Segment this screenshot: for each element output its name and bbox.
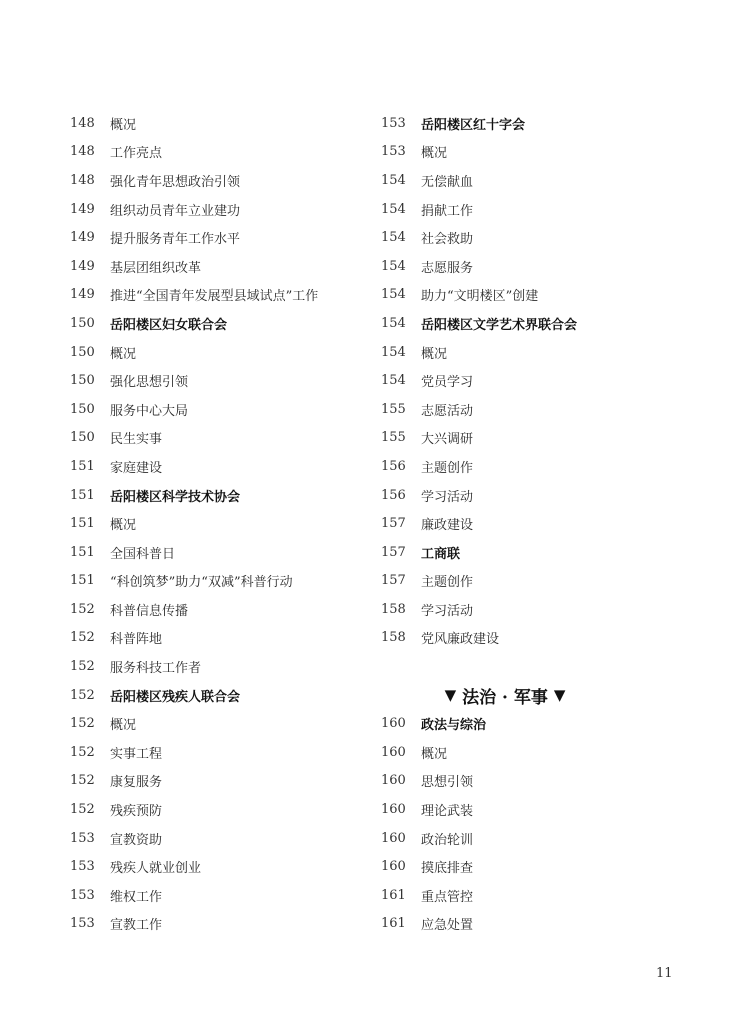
toc-entry <box>70 509 390 538</box>
toc-page-number: 149 <box>70 287 95 303</box>
toc-entry <box>70 624 390 653</box>
toc-entry <box>381 910 701 939</box>
toc-entry-title: 主题创作 <box>421 575 474 591</box>
toc-page-number: 153 <box>70 887 95 903</box>
toc-entry <box>381 395 701 424</box>
toc-page-number: 154 <box>381 315 406 331</box>
toc-page-number: 156 <box>381 487 406 503</box>
toc-entry-title: 政法与综治 <box>421 718 487 734</box>
toc-entry-title: 学习活动 <box>421 603 474 619</box>
toc-entry-title: 志愿活动 <box>421 403 474 419</box>
toc-page-number: 152 <box>70 773 95 789</box>
toc-entry <box>381 767 701 796</box>
toc-page-number: 153 <box>70 916 95 932</box>
toc-page-number: 154 <box>381 172 406 188</box>
toc-page-number: 158 <box>381 601 406 617</box>
toc-entry <box>70 824 390 853</box>
toc-entry-title: 残疾人就业创业 <box>110 861 202 877</box>
toc-entry <box>381 452 701 481</box>
toc-page-number: 151 <box>70 516 95 532</box>
toc-entry-title: 提升服务青年工作水平 <box>110 232 241 248</box>
toc-page-number: 156 <box>381 458 406 474</box>
toc-entry <box>70 767 390 796</box>
toc-entry <box>381 166 701 195</box>
toc-entry-title: 概况 <box>110 117 137 133</box>
toc-entry-title: 岳阳楼区文学艺术界联合会 <box>421 317 578 333</box>
toc-entry <box>70 338 390 367</box>
toc-page-number: 154 <box>381 344 406 360</box>
toc-entry <box>70 138 390 167</box>
toc-entry <box>70 738 390 767</box>
toc-entry <box>381 881 701 910</box>
toc-page-number: 153 <box>70 830 95 846</box>
toc-entry-title: 理论武装 <box>421 804 474 820</box>
toc-entry-title: 思想引领 <box>421 775 474 791</box>
toc-page-number: 152 <box>70 630 95 646</box>
toc-page-number: 152 <box>70 659 95 675</box>
toc-left-column <box>70 109 390 938</box>
toc-entry-title: 组织动员青年立业建功 <box>110 203 241 219</box>
toc-right-top-group <box>381 109 701 652</box>
toc-right-bottom-group <box>381 709 701 938</box>
toc-entry-title: 科普信息传播 <box>110 603 189 619</box>
toc-page-number: 151 <box>70 544 95 560</box>
toc-page-number: 160 <box>381 802 406 818</box>
toc-entry <box>381 138 701 167</box>
toc-section-entry <box>70 681 390 710</box>
toc-entry-title: 科普阵地 <box>110 632 163 648</box>
toc-entry <box>381 195 701 224</box>
toc-page-number: 152 <box>70 802 95 818</box>
toc-entry <box>70 424 390 453</box>
toc-page-number: 148 <box>70 144 95 160</box>
toc-entry <box>70 567 390 596</box>
toc-page-number: 161 <box>381 916 406 932</box>
toc-page-number: 150 <box>70 373 95 389</box>
toc-page-number: 157 <box>381 516 406 532</box>
toc-entry-title: 全国科普日 <box>110 546 176 562</box>
toc-entry <box>70 852 390 881</box>
section-spacer <box>381 652 701 681</box>
toc-page-number: 150 <box>70 344 95 360</box>
toc-entry <box>70 910 390 939</box>
toc-entry <box>70 538 390 567</box>
toc-page-number: 154 <box>381 201 406 217</box>
toc-page-number: 150 <box>70 315 95 331</box>
toc-page-number: 151 <box>70 573 95 589</box>
toc-entry-title: 实事工程 <box>110 746 163 762</box>
toc-entry-title: 概况 <box>421 346 448 362</box>
toc-entry <box>70 881 390 910</box>
toc-entry-title: 康复服务 <box>110 775 163 791</box>
toc-entry-title: 民生实事 <box>110 432 163 448</box>
toc-entry-title: 无偿献血 <box>421 174 474 190</box>
down-triangle-icon: ▼ <box>444 686 457 705</box>
toc-entry-title: 岳阳楼区妇女联合会 <box>110 317 228 333</box>
toc-page-number: 149 <box>70 230 95 246</box>
toc-page-number: 152 <box>70 744 95 760</box>
toc-page-number: 154 <box>381 373 406 389</box>
toc-entry <box>70 195 390 224</box>
toc-entry-title: 主题创作 <box>421 460 474 476</box>
toc-page-number: 150 <box>70 430 95 446</box>
toc-entry <box>381 509 701 538</box>
toc-entry-title: 残疾预防 <box>110 804 163 820</box>
toc-entry-title: 廉政建设 <box>421 518 474 534</box>
toc-page-number: 149 <box>70 201 95 217</box>
toc-entry <box>70 795 390 824</box>
toc-entry-title: 推进“全国青年发展型县域试点”工作 <box>110 289 319 305</box>
toc-entry-title: 工商联 <box>421 546 461 562</box>
toc-page-number: 160 <box>381 859 406 875</box>
toc-page-number: 154 <box>381 287 406 303</box>
toc-entry <box>381 852 701 881</box>
toc-section-entry <box>70 309 390 338</box>
toc-entry <box>381 795 701 824</box>
toc-page-number: 152 <box>70 716 95 732</box>
toc-entry-title: 服务中心大局 <box>110 403 189 419</box>
toc-page-number: 160 <box>381 744 406 760</box>
toc-entry-title: 岳阳楼区红十字会 <box>421 117 526 133</box>
toc-page-number: 161 <box>381 887 406 903</box>
toc-entry <box>381 738 701 767</box>
toc-entry-title: 服务科技工作者 <box>110 661 202 677</box>
toc-page-number: 158 <box>381 630 406 646</box>
toc-entry-title: “科创筑梦”助力“双减”科普行动 <box>110 575 293 591</box>
toc-entry <box>381 624 701 653</box>
toc-entry <box>70 166 390 195</box>
toc-page-number: 155 <box>381 430 406 446</box>
toc-entry-title: 助力“文明楼区”创建 <box>421 289 539 305</box>
toc-section-entry <box>381 538 701 567</box>
toc-page-number: 155 <box>381 401 406 417</box>
toc-page-number: 157 <box>381 544 406 560</box>
toc-entry-title: 学习活动 <box>421 489 474 505</box>
toc-section-entry <box>381 109 701 138</box>
toc-entry-title: 基层团组织改革 <box>110 260 202 276</box>
toc-entry-title: 宣教资助 <box>110 832 163 848</box>
toc-entry-title: 党员学习 <box>421 375 474 391</box>
toc-page-number: 152 <box>70 687 95 703</box>
toc-entry-title: 大兴调研 <box>421 432 474 448</box>
toc-entry-title: 概况 <box>110 718 137 734</box>
toc-entry <box>70 595 390 624</box>
toc-page-number: 154 <box>381 258 406 274</box>
toc-page-number: 153 <box>381 144 406 160</box>
toc-entry <box>70 652 390 681</box>
toc-entry <box>70 109 390 138</box>
section-heading <box>381 681 629 710</box>
toc-entry-title: 岳阳楼区残疾人联合会 <box>110 689 241 705</box>
toc-entry <box>381 366 701 395</box>
toc-entry-title: 志愿服务 <box>421 260 474 276</box>
toc-page-number: 151 <box>70 487 95 503</box>
toc-page-number: 160 <box>381 716 406 732</box>
toc-entry-title: 摸底排查 <box>421 861 474 877</box>
toc-entry-title: 社会救助 <box>421 232 474 248</box>
toc-page-number: 157 <box>381 573 406 589</box>
toc-entry-title: 概况 <box>421 146 448 162</box>
down-triangle-icon: ▼ <box>553 686 566 705</box>
toc-entry <box>381 567 701 596</box>
toc-entry-title: 重点管控 <box>421 889 474 905</box>
toc-entry-title: 工作亮点 <box>110 146 163 162</box>
toc-entry-title: 概况 <box>110 346 137 362</box>
toc-page-number: 154 <box>381 230 406 246</box>
toc-entry <box>381 338 701 367</box>
toc-entry <box>70 452 390 481</box>
toc-right-column <box>381 109 701 938</box>
toc-page-number: 153 <box>381 115 406 131</box>
toc-entry-title: 家庭建设 <box>110 460 163 476</box>
toc-entry-title: 应急处置 <box>421 918 474 934</box>
toc-page-number: 148 <box>70 172 95 188</box>
toc-entry <box>70 366 390 395</box>
toc-entry-title: 强化青年思想政治引领 <box>110 174 241 190</box>
toc-entry <box>381 252 701 281</box>
toc-page-number: 150 <box>70 401 95 417</box>
toc-entry-title: 党风廉政建设 <box>421 632 500 648</box>
toc-page-number: 149 <box>70 258 95 274</box>
toc-entry <box>70 223 390 252</box>
toc-entry <box>70 252 390 281</box>
toc-page-number: 160 <box>381 773 406 789</box>
toc-page-number: 152 <box>70 601 95 617</box>
section-heading-title: 法治 · 军事 <box>462 687 548 708</box>
toc-section-entry <box>70 481 390 510</box>
toc-section-entry <box>381 709 701 738</box>
toc-page-number: 153 <box>70 859 95 875</box>
toc-entry-title: 强化思想引领 <box>110 375 189 391</box>
toc-page-number: 151 <box>70 458 95 474</box>
toc-page-number: 148 <box>70 115 95 131</box>
toc-entry-title: 维权工作 <box>110 889 163 905</box>
toc-entry <box>381 424 701 453</box>
toc-entry-title: 岳阳楼区科学技术协会 <box>110 489 241 505</box>
toc-entry <box>70 709 390 738</box>
toc-entry-title: 概况 <box>421 746 448 762</box>
toc-entry-title: 宣教工作 <box>110 918 163 934</box>
toc-entry-title: 政治轮训 <box>421 832 474 848</box>
toc-entry <box>381 281 701 310</box>
toc-entry <box>70 281 390 310</box>
toc-entry <box>381 595 701 624</box>
toc-entry-title: 概况 <box>110 518 137 534</box>
toc-entry <box>70 395 390 424</box>
toc-entry-title: 捐献工作 <box>421 203 474 219</box>
page-number: 11 <box>656 966 673 981</box>
toc-section-entry <box>381 309 701 338</box>
toc-page-number: 160 <box>381 830 406 846</box>
toc-entry <box>381 824 701 853</box>
toc-entry <box>381 223 701 252</box>
toc-entry <box>381 481 701 510</box>
